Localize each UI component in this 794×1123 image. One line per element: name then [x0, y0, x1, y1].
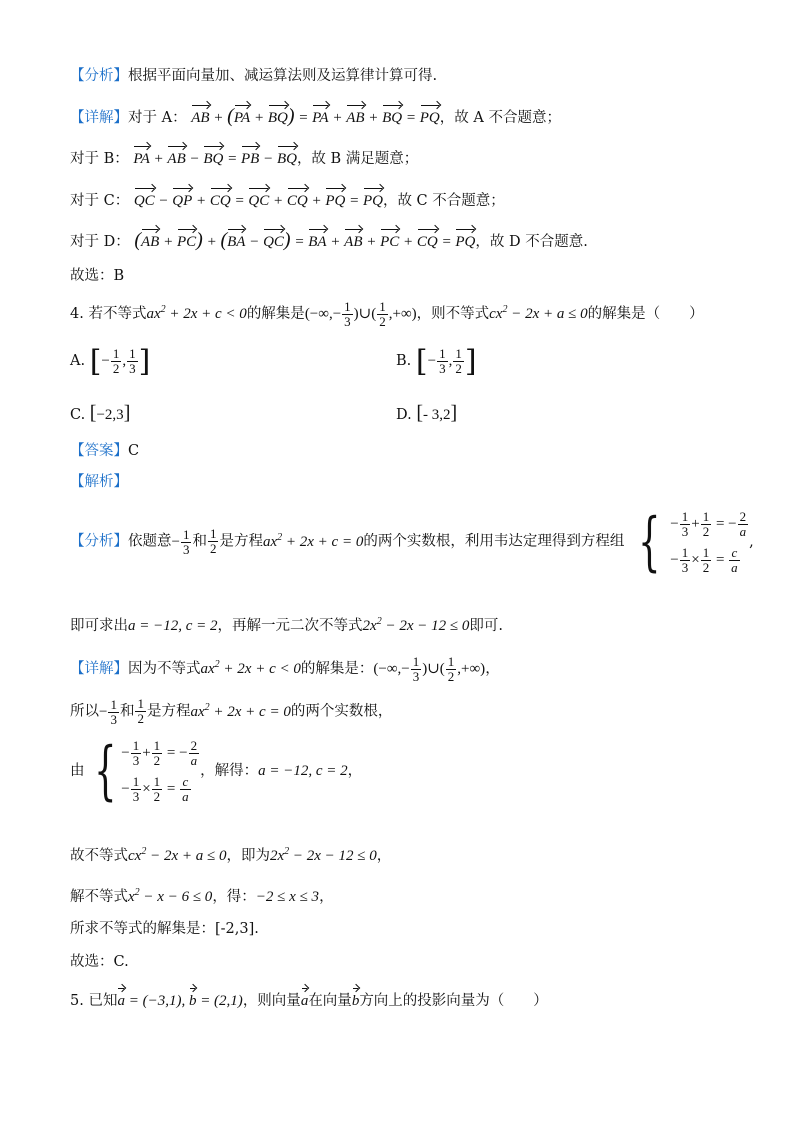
detail-d-formula: (AB + PC) + (BA − QC) = BA + AB + PC + CQ = PQ: [134, 229, 476, 251]
option-d-label: D.: [396, 407, 412, 423]
option-d-text: - 3,2: [423, 407, 451, 423]
q5-stem-b: ，则向量: [242, 993, 301, 1009]
q4-set: (−∞,− $\frac{1}{3}$ )∪( $\frac{1}{2}$ ,+∞): [304, 299, 417, 330]
option-c-value: [−2,3]: [89, 402, 131, 424]
q4-analysis-d: 的两个实数根，利用韦达定理得到方程组: [363, 533, 625, 550]
detail-a-prefix: 对于 A：: [128, 110, 187, 126]
c-result: ，故 C 不合题意；: [382, 193, 505, 209]
q3-analysis-line: [70, 66, 437, 86]
option-c-text: −2,3: [96, 407, 124, 423]
q5-vectors: a = (−3,1), b = (2,1): [117, 993, 242, 1009]
q4-option-d[interactable]: [396, 402, 457, 425]
q4-option-b[interactable]: [396, 344, 477, 379]
analysis-tag: 【分析】: [70, 68, 128, 84]
q5-stem-d: 方向上的投影向量为（ ）: [359, 993, 548, 1009]
equation-system: − $\frac{1}{3}$ + $\frac{1}{2}$ = − $\frac{2}{a}$ − $\frac{1}{3}$ × $\frac{1}{2}$ = $\frac{c}{a}$: [670, 509, 747, 576]
q4-ineq1: $ax^2 + 2x + c < 0$: [146, 304, 247, 322]
q3-detail-d-line: [70, 228, 588, 252]
q4-detail5-b: ，得：: [212, 889, 256, 905]
detail-b-formula: PA + AB − BQ = PB − BQ: [133, 151, 297, 167]
b-result: ，故 B 满足题意；: [296, 151, 419, 167]
q4-stem-b: 的解集是: [246, 306, 305, 322]
detail-tag-4: 【详解】: [70, 661, 128, 677]
q4-detail1: 【详解】因为不等式$ax^2 + 2x + c < 0$的解集是：(−∞,− $\frac{1}{3}$ )∪( $\frac{1}{2}$ ,+∞)，: [70, 654, 500, 685]
system-brace-icon: {: [638, 505, 661, 579]
q4-detail1-b: 的解集是：: [300, 661, 374, 677]
q4-analysis2-b: ，再解一元二次不等式: [217, 618, 363, 634]
q4-detail3: 由 { − $\frac{1}{3}$ + $\frac{1}{2}$ = − $\frac{2}{a}$ − $\frac{1}{3}$ × $\frac{1}{2}$ = $\frac{c}{a}$ ，解得：a = −12, c = 2，: [70, 734, 363, 808]
q4-jiexi: [70, 472, 128, 492]
q4-stem-a: 若不等式: [88, 306, 147, 322]
detail-a-formula: AB + (PA + BQ) = PA + AB + BQ = PQ: [191, 105, 440, 127]
q3-detail-b-line: [70, 145, 418, 169]
q4-detail2: 所以− $\frac{1}{3}$ 和 $\frac{1}{2}$ 是方程$ax^2 + 2x + c = 0$的两个实数根，: [70, 696, 393, 727]
system-brace-icon-2: {: [93, 734, 117, 808]
q4-stem-d: 的解集是（ ）: [587, 306, 704, 322]
q4-detail1-a: 因为不等式: [128, 661, 201, 677]
q4-analysis-b: 和: [192, 533, 207, 550]
c-prefix: 对于 C：: [70, 193, 130, 209]
q4-detail2-c: 是方程: [146, 703, 191, 720]
answer-value: C: [128, 443, 140, 459]
q3-detail-a-line: [70, 104, 561, 128]
q4-detail4-b: ，即为: [226, 848, 270, 864]
q4-stem: [70, 300, 704, 329]
q5-stem-c: 在向量: [308, 993, 352, 1009]
d-prefix: 对于 D：: [70, 234, 130, 250]
option-b-label: B.: [396, 352, 412, 369]
option-b-value: [− $\frac{1}{3}$ , $\frac{1}{2}$ ]: [415, 344, 477, 379]
q4-option-c[interactable]: [70, 402, 130, 425]
option-a-value: [− $\frac{1}{2}$ , $\frac{1}{3}$ ]: [89, 344, 151, 379]
q4-analysis2-c: 即可.: [469, 618, 503, 634]
q4-detail3-a: 由: [70, 763, 85, 779]
q4-analysis-line2: 即可求出a = −12, c = 2，再解一元二次不等式$2x^2 - 2x - 12 \le 0$即可.: [70, 616, 503, 634]
d-result: ，故 D 不合题意.: [475, 234, 588, 250]
answer-tag: 【答案】: [70, 443, 128, 459]
q5-number: 5.: [70, 993, 84, 1009]
detail-a-result: ，故 A 不合题意；: [439, 110, 561, 126]
q4-stem-c: ，则不等式: [416, 306, 490, 322]
q4-detail6: 所求不等式的解集是：[-2,3].: [70, 921, 259, 937]
b-prefix: 对于 B：: [70, 151, 129, 167]
q4-detail3-b: ，解得：: [200, 763, 259, 779]
q4-detail2-a: 所以: [70, 703, 99, 720]
q3-choose: 故选：B: [70, 268, 125, 284]
analysis-tag-4: 【分析】: [70, 533, 128, 550]
q4-ineq2: $cx^2 - 2x + a \le 0$: [489, 304, 588, 322]
equation-system-2: − $\frac{1}{3}$ + $\frac{1}{2}$ = − $\frac{2}{a}$ − $\frac{1}{3}$ × $\frac{1}{2}$ = $\frac{c}{a}$: [121, 738, 198, 805]
q4-number: 4.: [70, 306, 84, 322]
option-c-label: C.: [70, 407, 86, 423]
q4-option-a[interactable]: [70, 344, 150, 379]
q5-stem: 5. 已知a = (−3,1), b = (2,1)，则向量a在向量b方向上的投影向量为（ ）: [70, 987, 548, 1011]
q4-detail2-d: 的两个实数根，: [290, 703, 393, 720]
q4-analysis-a: 依题意: [128, 533, 172, 550]
detail-tag: 【详解】: [70, 110, 128, 126]
q4-analysis2-a: 即可求出: [70, 618, 128, 634]
q4-analysis-line: 【分析】依题意− $\frac{1}{3}$ 和 $\frac{1}{2}$ 是方程$ax^2 + 2x + c = 0$的两个实数根，利用韦达定理得到方程组 { − $\frac{1}{3}$ + $\frac{1}{2}$ = − $\frac{2}{a}$ − $\frac{1}{3}$ × $\frac{1}{2}$ = $\frac{c}{a}$ ,: [70, 505, 754, 579]
q4-detail5-a: 解不等式: [70, 889, 128, 905]
q4-detail5: 解不等式$x^2 - x - 6 \le 0$，得：−2 ≤ x ≤ 3，: [70, 887, 334, 905]
q4-analysis-c: 是方程: [219, 533, 263, 550]
option-a-label: A.: [70, 352, 86, 369]
q3-detail-c-line: [70, 187, 505, 211]
q4-detail4: 故不等式$cx^2 - 2x + a \le 0$，即为$2x^2 - 2x - 12 \le 0$，: [70, 846, 392, 864]
jiexi-tag: 【解析】: [70, 474, 128, 490]
detail-c-formula: QC − QP + CQ = QC + CQ + PQ = PQ: [134, 193, 383, 209]
q4-answer-line: [70, 441, 139, 461]
q5-stem-a: 已知: [88, 993, 118, 1009]
q4-detail4-a: 故不等式: [70, 848, 128, 864]
option-d-value: [- 3,2]: [416, 402, 458, 424]
q4-detail2-b: 和: [119, 703, 135, 720]
q4-choose: 故选：C.: [70, 954, 129, 970]
analysis-text: 根据平面向量加、减运算法则及运算律计算可得.: [128, 68, 438, 84]
